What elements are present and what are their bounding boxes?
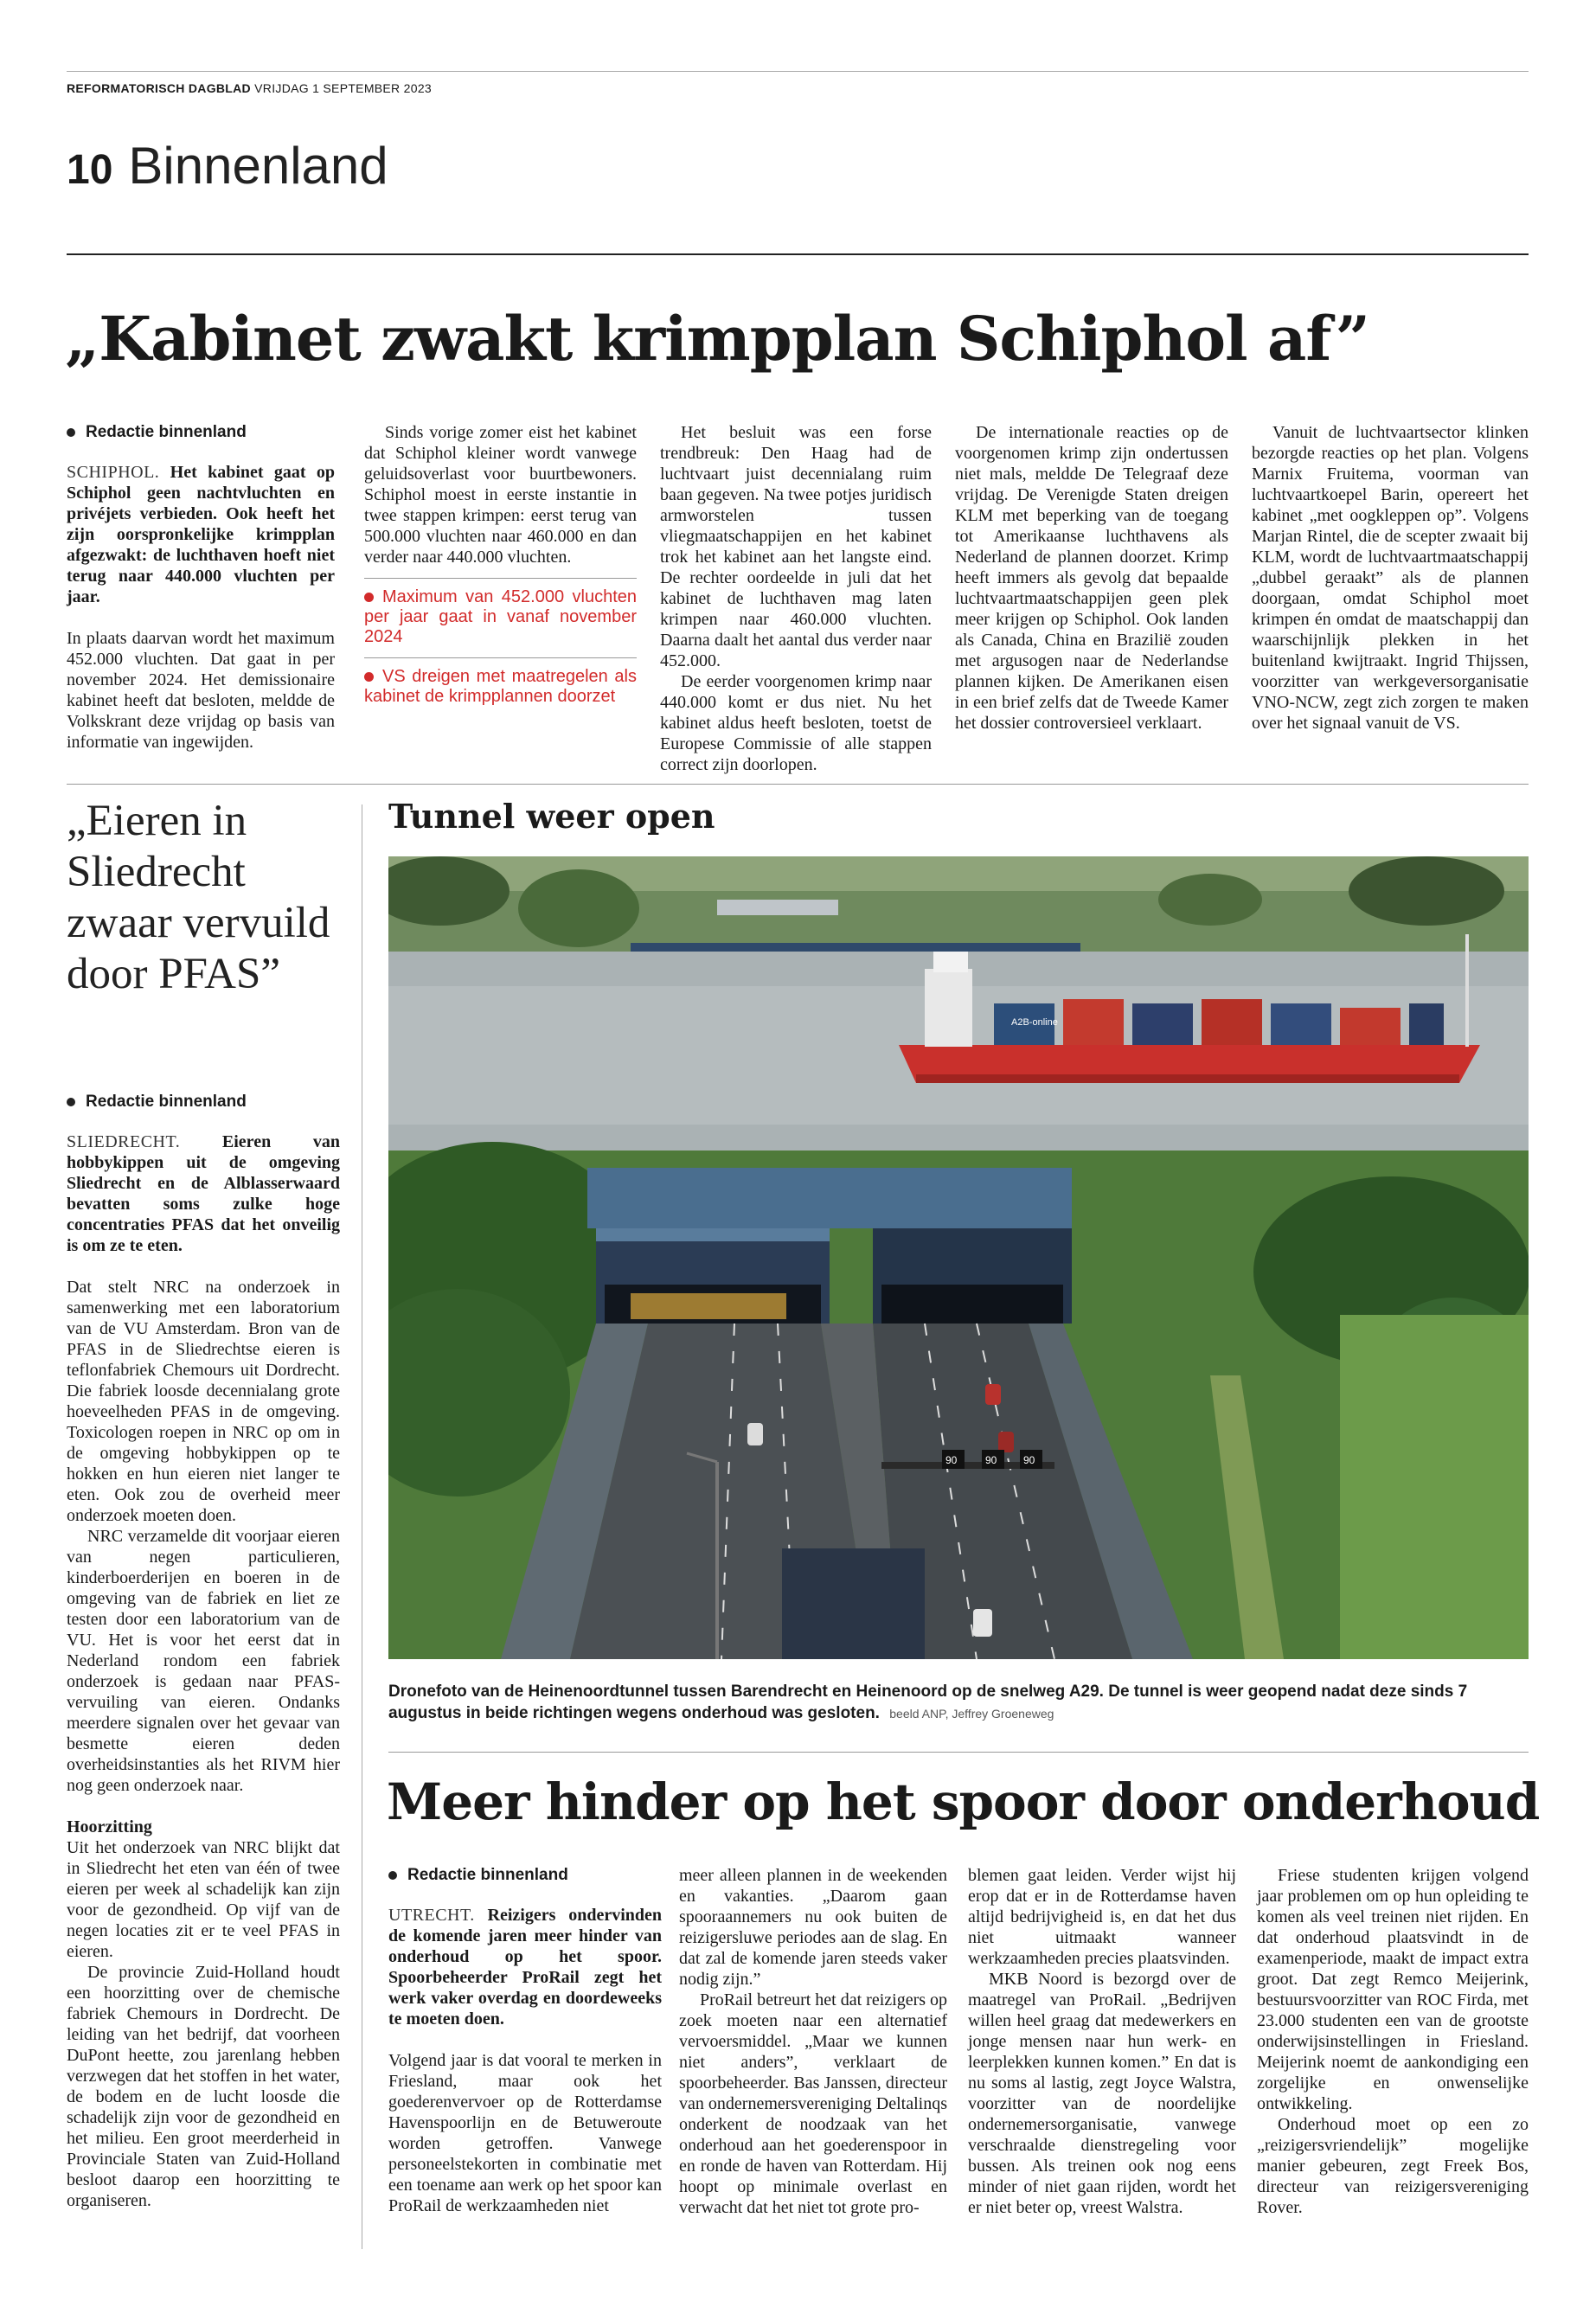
article2-paragraph: Dat stelt NRC na onderzoek in samenwerking met een laboratorium van de VU Amsterdam. Bron van de PFAS in de Sliedrechtse eieren is teflonfabriek Chemours uit Dordrecht. Die fabriek loosde decennialang grote hoeveelheden PFAS in de omgeving. Toxicologen roepen in NRC op om in de omgeving hobbykippen op te hokken en hun eieren niet langer te eten. Ook zou de overheid meer onderzoek moeten doen. — [67, 1278, 340, 1525]
byline-text: Redactie binnenland — [86, 1093, 247, 1111]
article3-col1 — [388, 1865, 662, 2216]
caption-text: Dronefoto van de Heinenoordtunnel tussen Barendrecht en Heinenoord op de snelweg A29. De tunnel is weer geopend nadat deze sinds 7 augustus in beide richtingen wegens onderhoud was gesloten. — [388, 1682, 1468, 1722]
article2-headline: „Eieren in Sliedrecht zwaar vervuild door PFAS” — [67, 797, 330, 998]
article2-subhead: Hoorzitting — [67, 1817, 152, 1836]
pullquote — [364, 579, 637, 658]
article3-paragraph: Volgend jaar is dat vooral te merken in Friesland, maar ook het goederenvervoer op de Rotterdamse Havenspoorlijn en de Betuweroute worden getroffen. Vanwege personeelstekorten in combinatie met een toename aan werk op het spoor kan ProRail de werkzaamheden niet — [388, 2051, 662, 2215]
pullquote-text: Maximum van 452.000 vluchten per jaar gaat in vanaf november 2024 — [364, 587, 637, 646]
pullquote-text: VS dreigen met maatregelen als kabinet de krimpplannen doorzet — [364, 667, 637, 706]
article1-dateline: SCHIPHOL. — [67, 463, 160, 482]
photo-caption — [388, 1681, 1529, 1725]
article2-byline — [67, 1092, 340, 1112]
article3-headline: Meer hinder op het spoor door onderhoud — [387, 1772, 1540, 1831]
page-number: 10 — [67, 147, 113, 193]
article1-col5 — [1252, 422, 1529, 734]
article3-paragraph: ProRail betreurt het dat reizigers op zoek moeten naar een alternatief vervoersmiddel. „Maar we kunnen niet anders”, verklaart de spoorbeheerder. Bas Janssen, directeur van ondernemersvereniging Deltalinqs onderkent de noodzaak van het onderhoud aan het goederenspoor in en ronde de haven van Rotterdam. Hij hoopt op minimale overlast en verwacht dat het niet tot grote pro- — [679, 1990, 948, 2217]
bullet-icon — [388, 1871, 397, 1880]
section-name: Binnenland — [128, 137, 388, 195]
article3-dateline: UTRECHT. — [388, 1906, 475, 1925]
article1-col3 — [660, 422, 932, 775]
article3-lead: Reizigers ondervinden de komende jaren meer hinder van onderhoud op het spoor. Spoorbeheerder ProRail zegt het werk vaker overdag en doordeweeks te moeten doen. — [388, 1906, 663, 2029]
byline-text: Redactie binnenland — [86, 423, 247, 441]
speed-sign: 90 — [985, 1454, 997, 1466]
article3-paragraph: Friese studenten krijgen volgend jaar problemen om op hun opleiding te komen als veel treinen niet rijden. En dat onderhoud plaatsvindt in de examenperiode, maakt de impact extra groot. Dat zegt Remco Meijerink, bestuursvoorzitter van ROC Firda, met 23.000 studenten een van de grootste onderwijsinstellingen in Friesland. Meijerink noemt de aankondiging een zorgelijke en onwenselijke ontwikkeling. — [1257, 1866, 1529, 2113]
paper-name: REFORMATORISCH DAGBLAD — [67, 81, 251, 95]
article1-byline — [67, 422, 335, 443]
article2-body — [67, 1092, 340, 2211]
article1-paragraph: Het besluit was een forse trendbreuk: Den Haag had de luchtvaart juist decennialang ruim baan gegeven. Na twee potjes juridisch armworstelen tussen vliegmaatschappijen en het kabinet trok het kabinet aan het langste eind. De rechter oordeelde in juli dat het kabinet de luchthaven mag laten krimpen naar 460.000 vluchten. Daarna daalt het aantal dus verder naar 452.000. — [660, 423, 932, 670]
byline-text: Redactie binnenland — [407, 1866, 568, 1884]
bullet-icon — [364, 672, 374, 682]
speed-signs — [942, 1450, 1042, 1469]
ship-label: A2B-online — [1011, 1017, 1058, 1028]
article3-col2 — [679, 1865, 947, 2218]
article2 — [67, 796, 343, 1000]
article3-paragraph: blemen gaat leiden. Verder wijst hij erop dat er in de Rotterdamse haven altijd bedrijvigheid is, en dat het dus niet uitmaakt wanneer werkzaamheden precies plaatsvinden. — [968, 1866, 1236, 1968]
article1-lead: Het kabinet gaat op Schiphol geen nachtvluchten en privéjets verbieden. Ook heeft het zijn oorspronkelijke krimpplan afgezwakt: de luchthaven hoeft niet terug naar 440.000 vluchten per jaar. — [67, 463, 335, 606]
article1-paragraph: Sinds vorige zomer eist het kabinet dat Schiphol kleiner wordt vanwege geluidsoverlast voor buurtbewoners. Schiphol moest in eerste instantie in twee stappen krimpen: eerst terug van 500.000 vluchten naar 460.000 en dan verder naar 440.000 vluchten. — [364, 423, 637, 567]
masthead — [67, 81, 432, 95]
article1-col4 — [955, 422, 1228, 734]
article3-paragraph: meer alleen plannen in de weekenden en vakanties. „Daarom gaan spooraannemers nu ook buiten de reizigersluwe periodes aan de slag. En dat zal de komende jaren steeds vaker nodig zijn.” — [679, 1866, 947, 1989]
article3-paragraph: Onderhoud moet op een zo „reizigersvriendelijk” mogelijke manier gebeuren, zegt Freek Bos, directeur van reizigersvereniging Rover. — [1257, 2115, 1529, 2217]
photo-headline: Tunnel weer open — [388, 797, 715, 836]
article1-paragraph: De internationale reacties op de voorgenomen krimp zijn ondertussen niet mals, meldde De Telegraaf deze vrijdag. De Verenigde Staten dreigen KLM met beperking van de toegang tot Amerikaanse luchthavens als Nederland de plannen doorzet. Krimp heeft immers als gevolg dat bepaalde luchtvaartmaatschappijen geen plek meer krijgen op Schiphol. Ook landen als Canada, China en Brazilië zouden met argusogen naar de Nederlandse plannen kijken. De Amerikanen eisen in een brief zelfs dat de Tweede Kamer het dossier controversieel verklaart. — [955, 423, 1228, 733]
bullet-icon — [67, 428, 75, 437]
article1-col2 — [364, 422, 637, 717]
article1-col1 — [67, 422, 335, 753]
article2-paragraph: NRC verzamelde dit voorjaar eieren van negen particulieren, kinderboerderijen en boeren in de omgeving van de fabriek en liet ze testen door een laboratorium van de VU. Het is voor het eerst dat in Nederland rondom een fabriek onderzoek is gedaan naar PFAS-vervuiling van eieren. Ondanks meerdere signalen over het gevaar van besmette eieren deden overheidsinstanties als het RIVM hier nog geen onderzoek naar. — [67, 1527, 340, 1795]
article1-paragraph: Vanuit de luchtvaartsector klinken bezorgde reacties op het plan. Volgens Marnix Fruitema, voorman van luchtvaartkoepel Barin, opereert het kabinet „met oogkleppen op”. Volgens Marjan Rintel, die de scepter zwaait bij KLM, wordt de luchtvaartmaatschappij „dubbel geraakt” als de plannen doorgaan, omdat Schiphol moet krimpen én omdat de maatschappij dan waarschijnlijk plekken in het buitenland kwijtraakt. Ingrid Thijssen, voorzitter van werkgeversorganisatie VNO-NCW, zegt zich zorgen te maken over het signaal vanuit de VS. — [1252, 423, 1529, 733]
article1-headline: „Kabinet zwakt krimpplan Schiphol af” — [65, 303, 1369, 375]
article1-paragraph: De eerder voorgenomen krimp naar 440.000 komt er dus niet. Nu het kabinet aldus heeft besloten, toetst de Europese Commissie of alle stappen correct zijn doorlopen. — [660, 672, 932, 774]
article3-col4 — [1257, 1865, 1529, 2218]
article2-dateline: SLIEDRECHT. — [67, 1132, 181, 1151]
speed-sign: 90 — [945, 1454, 958, 1466]
tunnel-photo — [388, 856, 1529, 1659]
pullquote — [364, 658, 637, 717]
article2-paragraph: De provincie Zuid-Holland houdt een hoorzitting over de chemische fabriek Chemours in Dordrecht. De leiding van het bedrijf, dat voorheen DuPont heette, zou jarenlang hebben verzwegen dat het stoffen in het water, de bodem en de lucht loosde die schadelijk zijn voor de gezondheid en het milieu. Een groot meerderheid in Provinciale Staten van Zuid-Holland besloot daarop een hoorzitting te organiseren. — [67, 1963, 340, 2210]
issue-date: VRIJDAG 1 SEPTEMBER 2023 — [254, 81, 432, 95]
article2-paragraph: Uit het onderzoek van NRC blijkt dat in Sliedrecht het eten van één of twee eieren per week al schadelijk kan zijn voor de gezondheid. Op vijf van de negen locaties zit er te veel PFAS in eieren. — [67, 1838, 340, 1961]
photo-credit: beeld ANP, Jeffrey Groeneweg — [889, 1707, 1054, 1721]
article2-lead: Eieren van hobbykippen uit de omgeving Sliedrecht en de Alblasserwaard bevatten soms zulke hoge concentraties PFAS dat het onveilig is om ze te eten. — [67, 1132, 340, 1255]
article3-paragraph: MKB Noord is bezorgd over de maatregel van ProRail. „Bedrijven willen heel graag dat medewerkers en jonge mensen naar hun werk- en leerplekken kunnen komen.” En dat is nu soms al lastig, zegt Joyce Walstra, voorzitter van de noordelijke ondernemersorganisatie, vanwege verschraalde dienstregeling voor bussen. Als treinen ook nog eens minder of niet gaan rijden, wordt het er niet beter op, vreest Walstra. — [968, 1970, 1236, 2217]
speed-sign: 90 — [1023, 1454, 1035, 1466]
article1-paragraph: In plaats daarvan wordt het maximum 452.000 vluchten. Dat gaat in per november 2024. Het demissionaire kabinet heeft dat besloten, meldde de Volkskrant deze vrijdag op basis van informatie van ingewijden. — [67, 629, 335, 752]
bullet-icon — [67, 1098, 75, 1106]
article3-col3 — [968, 1865, 1236, 2218]
article3-byline — [388, 1865, 662, 1886]
section-header — [67, 137, 388, 206]
bullet-icon — [364, 593, 374, 602]
